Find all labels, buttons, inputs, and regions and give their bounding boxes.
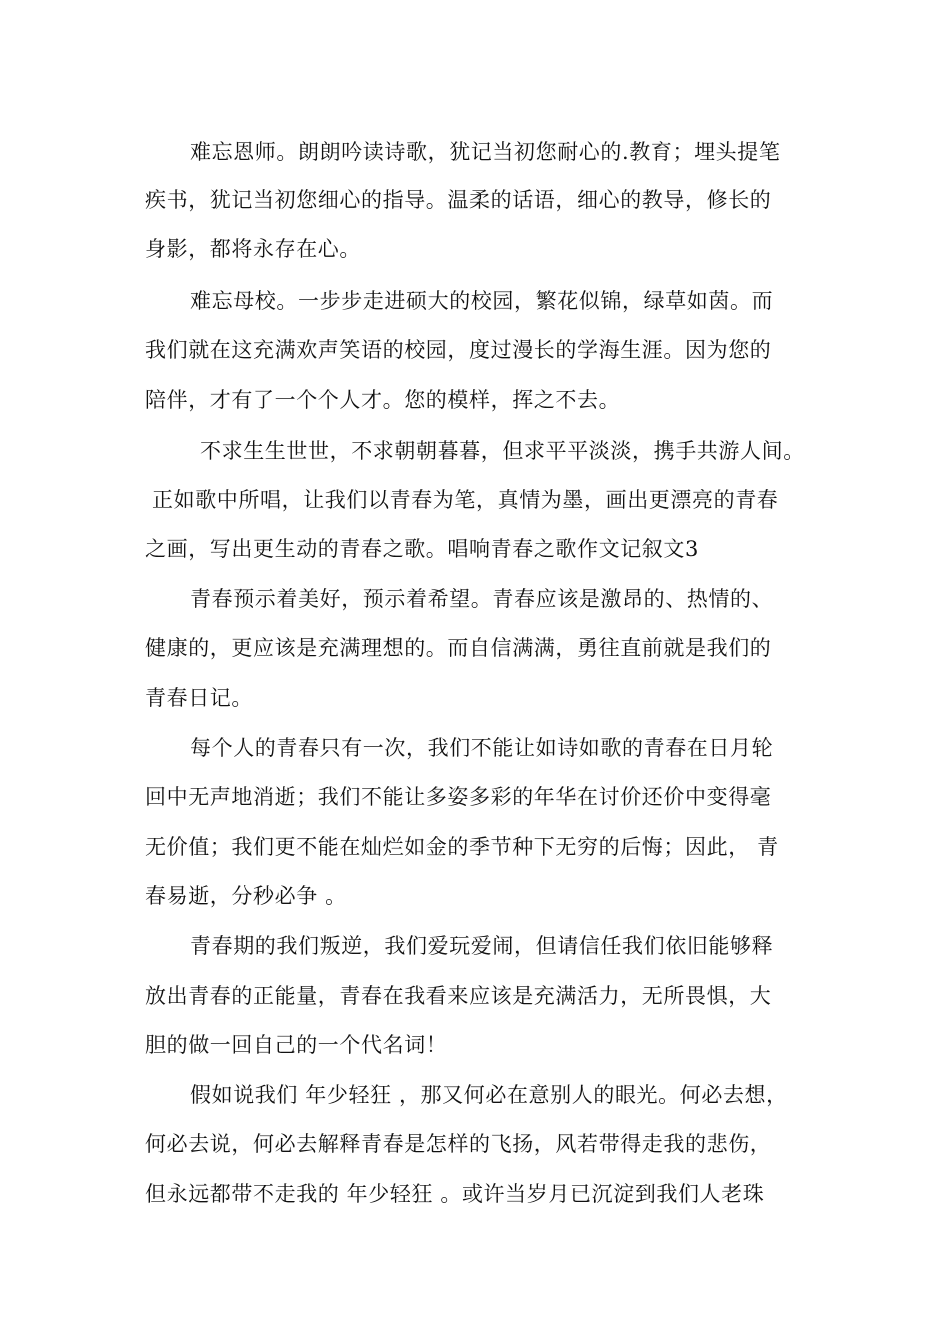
text-line: 春易逝，分秒必争 。 [145, 884, 347, 908]
text-line: 回中无声地消逝；我们不能让多姿多彩的年华在讨价还价中变得毫 [145, 785, 772, 809]
text-line: 胆的做一回自己的一个代名词！ [145, 1033, 448, 1057]
text-line: 难忘母校。一步步走进硕大的校园，繁花似锦，绿草如茵。而 [190, 289, 774, 313]
text-line: 青春期的我们叛逆，我们爱玩爱闹，但请信任我们依旧能够释 [190, 934, 774, 958]
text-line: 陪伴，才有了一个个人才。您的模样，挥之不去。 [145, 388, 621, 412]
text-line: 我们就在这充满欢声笑语的校园，度过漫长的学海生涯。因为您的 [145, 338, 772, 362]
text-line: 青春预示着美好，预示着希望。青春应该是激昂的、热情的、 [190, 587, 774, 611]
text-line: 疾书，犹记当初您细心的指导。温柔的话语，细心的教导，修长的 [145, 188, 772, 212]
text-line: 假如说我们 年少轻狂 ，那又何必在意别人的眼光。何必去想， [190, 1083, 788, 1107]
text-line: 无价值；我们更不能在灿烂如金的季节种下无穷的后悔；因此， 青 [145, 835, 779, 859]
text-line: 之画，写出更生动的青春之歌。唱响青春之歌作文记叙文3 [145, 537, 699, 561]
text-line: 难忘恩师。朗朗吟读诗歌，犹记当初您耐心的.教育；埋头提笔 [190, 140, 781, 164]
text-line: 放出青春的正能量，青春在我看来应该是充满活力，无所畏惧，大 [145, 984, 772, 1008]
text-line: 身影，都将永存在心。 [145, 237, 361, 261]
text-line: 青春日记。 [145, 686, 253, 710]
text-line: 每个人的青春只有一次，我们不能让如诗如歌的青春在日月轮 [190, 736, 774, 760]
text-line: 但永远都带不走我的 年少轻狂 。或许当岁月已沉淀到我们人老珠 [145, 1182, 765, 1206]
text-line: 何必去说，何必去解释青春是怎样的飞扬，风若带得走我的悲伤， [145, 1132, 772, 1156]
text-line: 不求生生世世，不求朝朝暮暮，但求平平淡淡，携手共游人间。 [200, 439, 805, 463]
text-line: 正如歌中所唱，让我们以青春为笔，真情为墨，画出更漂亮的青春 [152, 488, 779, 512]
text-line: 健康的，更应该是充满理想的。而自信满满，勇往直前就是我们的 [145, 636, 772, 660]
